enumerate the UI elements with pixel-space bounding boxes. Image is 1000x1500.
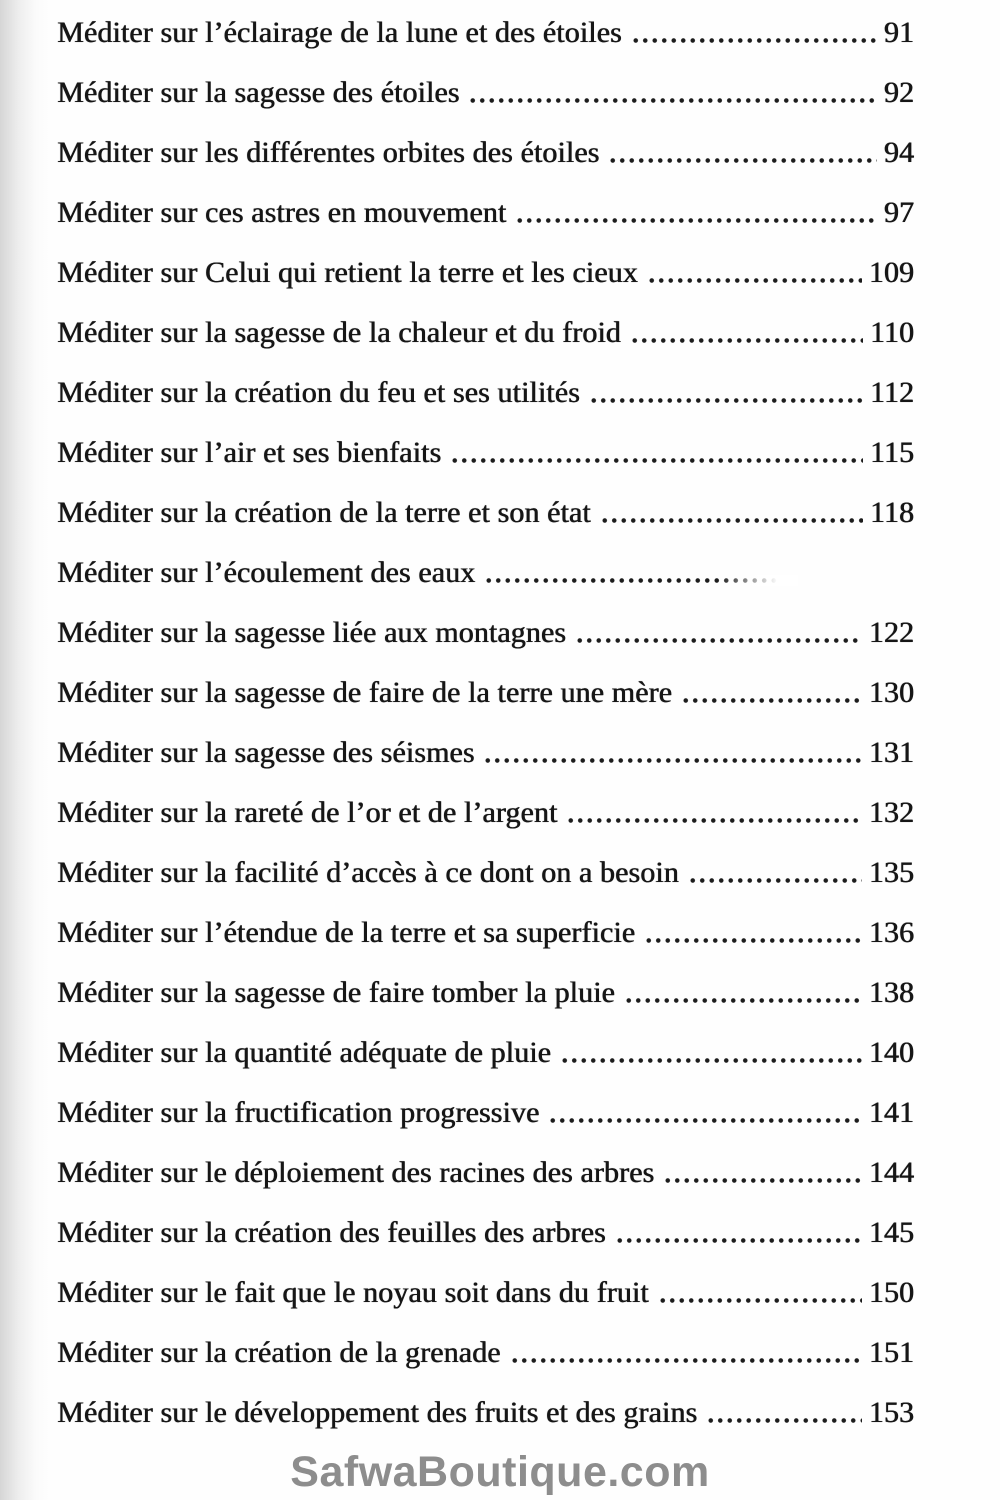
toc-entry-page-number: 135 [868, 856, 914, 889]
toc-entry [57, 423, 914, 483]
toc-entry-page-number: 118 [869, 496, 914, 529]
toc-entry-page-number: 97 [883, 196, 914, 229]
toc-entry [57, 123, 914, 183]
toc-entry-title: Méditer sur la sagesse des étoiles [57, 76, 460, 109]
watermark-text: SafwaBoutique.com [290, 1448, 710, 1496]
dot-leader [450, 458, 863, 463]
dot-leader [681, 698, 862, 703]
dot-leader [647, 278, 862, 283]
toc-entry [57, 303, 914, 363]
dot-leader [630, 338, 863, 343]
toc-entry-title: Méditer sur l’éclairage de la lune et des étoiles [57, 16, 622, 49]
toc-entry-title: Méditer sur Celui qui retient la terre et les cieux [57, 256, 638, 289]
toc-entry [57, 363, 914, 423]
toc-entry [57, 603, 914, 663]
toc-entry-page-number: 136 [868, 916, 914, 949]
dot-leader [706, 1418, 862, 1423]
toc-entry-page-number: 91 [883, 16, 914, 49]
dot-leader [600, 518, 863, 523]
toc-entry-title: Méditer sur la création du feu et ses utilités [57, 376, 580, 409]
toc-entry-title: Méditer sur le développement des fruits et des grains [57, 1396, 698, 1429]
toc-entry-title: Méditer sur la sagesse liée aux montagnes [57, 616, 566, 649]
toc-entry-title: Méditer sur la sagesse des séismes [57, 736, 475, 769]
toc-entry [57, 183, 914, 243]
toc-entry-title: Méditer sur la création des feuilles des arbres [57, 1216, 606, 1249]
toc-entry-page-number: 140 [868, 1036, 914, 1069]
dot-leader [658, 1298, 862, 1303]
dot-leader [548, 1118, 861, 1123]
toc-entry-page-number: 131 [868, 736, 914, 769]
toc-entry-page-number: 144 [868, 1156, 914, 1189]
toc-entry-page-number: 115 [869, 436, 914, 469]
dot-leader [510, 1358, 862, 1363]
toc-entry-title: Méditer sur l’air et ses bienfaits [57, 436, 442, 469]
dot-leader [560, 1058, 862, 1063]
toc-entry-page-number: 150 [868, 1276, 914, 1309]
dot-leader [515, 218, 877, 223]
toc-entry-page-number: 122 [868, 616, 914, 649]
toc-entry [57, 663, 914, 723]
toc-entry [57, 1143, 914, 1203]
toc-entry-title: Méditer sur la sagesse de faire tomber la pluie [57, 976, 615, 1009]
toc-entry-page-number: 141 [868, 1096, 914, 1129]
toc-entry [57, 963, 914, 1023]
toc-entry-page-number: 110 [869, 316, 914, 349]
toc-entry [57, 1323, 914, 1383]
toc-entry-title: Méditer sur la création de la grenade [57, 1336, 501, 1369]
toc-entry [57, 63, 914, 123]
toc-entry [57, 723, 914, 783]
toc-entry-page-number: 109 [868, 256, 914, 289]
toc-entry [57, 783, 914, 843]
toc-entry-page-number: 112 [869, 376, 914, 409]
toc-entry-page-number: 94 [883, 136, 914, 169]
toc-entry-title: Méditer sur la sagesse de faire de la terre une mère [57, 676, 672, 709]
dot-leader [608, 158, 876, 163]
toc-entry-title: Méditer sur la fructification progressive [57, 1096, 540, 1129]
toc-entry [57, 903, 914, 963]
toc-entry [57, 3, 914, 63]
toc-entry [57, 843, 914, 903]
dot-leader [615, 1238, 862, 1243]
toc-entry-title: Méditer sur ces astres en mouvement [57, 196, 507, 229]
toc-entry [57, 1383, 914, 1443]
toc-entry-page-number: 151 [868, 1336, 914, 1369]
toc-entry [57, 483, 914, 543]
toc-entry-title: Méditer sur la rareté de l’or et de l’argent [57, 796, 558, 829]
toc-entry-page-number: 153 [868, 1396, 914, 1429]
dot-leader [483, 758, 861, 763]
toc-list [57, 3, 914, 1443]
toc-entry [57, 1023, 914, 1083]
toc-entry-page-number: 145 [868, 1216, 914, 1249]
toc-entry-title: Méditer sur la quantité adéquate de pluie [57, 1036, 551, 1069]
toc-entry-title: Méditer sur la création de la terre et son état [57, 496, 591, 529]
dot-leader [468, 98, 876, 103]
toc-entry [57, 1083, 914, 1143]
toc-entry-title: Méditer sur la facilité d’accès à ce dont on a besoin [57, 856, 679, 889]
dot-leader [631, 38, 877, 43]
toc-entry-title: Méditer sur les différentes orbites des étoiles [57, 136, 600, 169]
toc-entry-title: Méditer sur l’écoulement des eaux [57, 556, 476, 589]
dot-leader [575, 638, 862, 643]
dot-leader [688, 878, 862, 883]
dot-leader [644, 938, 862, 943]
toc-entry-title: Méditer sur le déploiement des racines des arbres [57, 1156, 655, 1189]
toc-entry-page-number: 130 [868, 676, 914, 709]
page-edge-shadow [0, 0, 50, 1500]
dot-leader [663, 1178, 862, 1183]
toc-entry [57, 243, 914, 303]
dot-leader [484, 578, 796, 583]
toc-entry [57, 1203, 914, 1263]
toc-entry-page-number: 132 [868, 796, 914, 829]
toc-entry [57, 1263, 914, 1323]
toc-entry-title: Méditer sur l’étendue de la terre et sa superficie [57, 916, 636, 949]
toc-entry-page-number: 138 [868, 976, 914, 1009]
dot-leader [589, 398, 863, 403]
dot-leader [566, 818, 861, 823]
toc-entry [57, 543, 914, 603]
toc-entry-title: Méditer sur la sagesse de la chaleur et du froid [57, 316, 621, 349]
dot-leader [624, 998, 862, 1003]
toc-entry-title: Méditer sur le fait que le noyau soit dans du fruit [57, 1276, 649, 1309]
toc-entry-page-number: 92 [883, 76, 914, 109]
